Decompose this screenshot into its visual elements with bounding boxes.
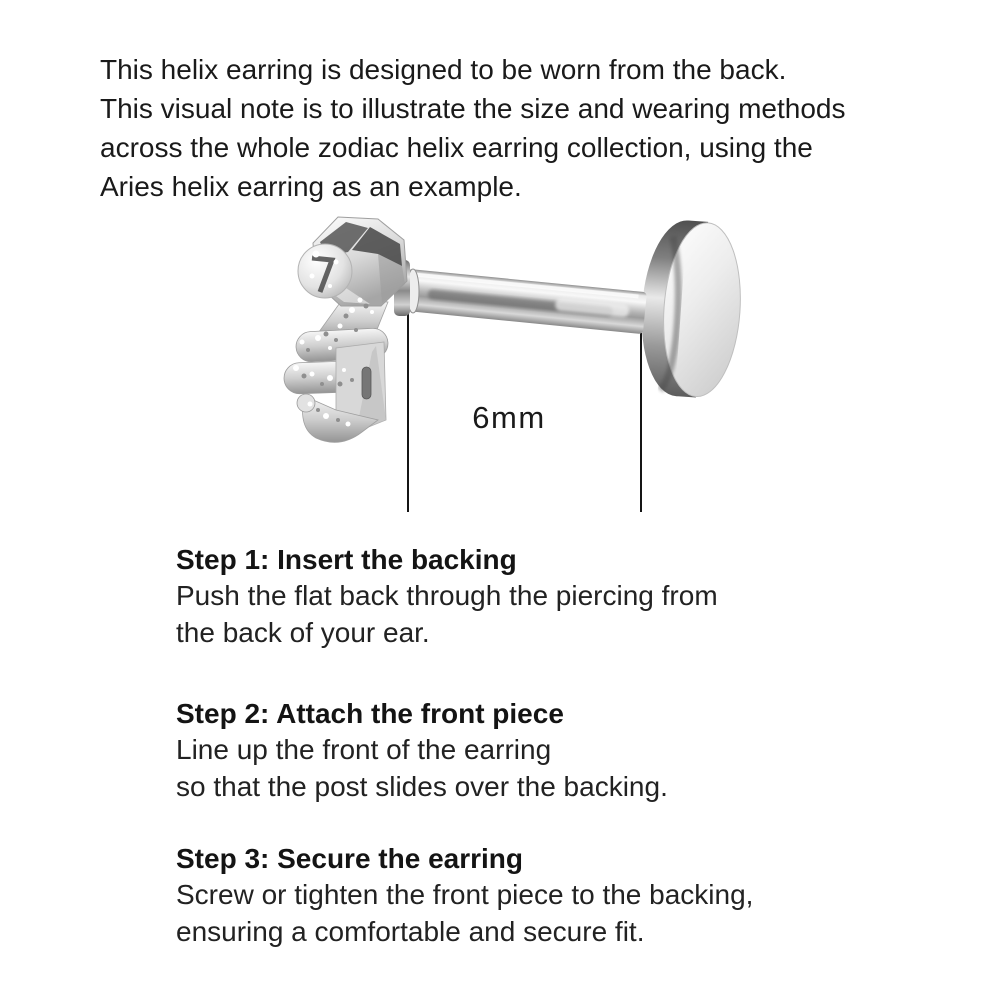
step-3-description xyxy=(176,877,936,950)
intro-text xyxy=(100,50,960,206)
intro-line-4: Aries helix earring as an example. xyxy=(100,171,522,202)
step-2-line-1: Line up the front of the earring xyxy=(176,734,552,765)
measurement-label: 6mm xyxy=(472,400,546,435)
step-1-line-2: the back of your ear. xyxy=(176,616,430,648)
step-2-line-2: so that the post slides over the backing. xyxy=(176,770,668,802)
earring-post xyxy=(404,269,647,334)
earring-front-piece xyxy=(283,217,407,442)
earring-illustration xyxy=(280,210,750,520)
intro-line-2: This visual note is to illustrate the size and wearing methods xyxy=(100,93,846,124)
step-1 xyxy=(176,541,936,651)
step-3-line-1: Screw or tighten the front piece to the backing, xyxy=(176,879,754,910)
step-2 xyxy=(176,695,936,805)
step-3-line-2: ensuring a comfortable and secure fit. xyxy=(176,915,645,947)
intro-line-1: This helix earring is designed to be worn from the back. xyxy=(100,54,787,85)
step-1-description xyxy=(176,578,936,651)
step-3 xyxy=(176,840,936,950)
earring-flat-back-disc xyxy=(636,218,746,400)
step-1-line-1: Push the flat back through the piercing from xyxy=(176,580,718,611)
charm-slot xyxy=(362,367,371,399)
step-1-title: Step 1: Insert the backing xyxy=(176,544,517,575)
intro-line-3: across the whole zodiac helix earring collection, using the xyxy=(100,132,813,163)
step-2-description xyxy=(176,732,936,805)
charm-gem xyxy=(298,244,352,298)
charm-nub xyxy=(297,394,315,412)
step-3-title: Step 3: Secure the earring xyxy=(176,843,524,874)
step-2-title: Step 2: Attach the front piece xyxy=(176,698,564,729)
earring-diagram xyxy=(280,210,750,520)
